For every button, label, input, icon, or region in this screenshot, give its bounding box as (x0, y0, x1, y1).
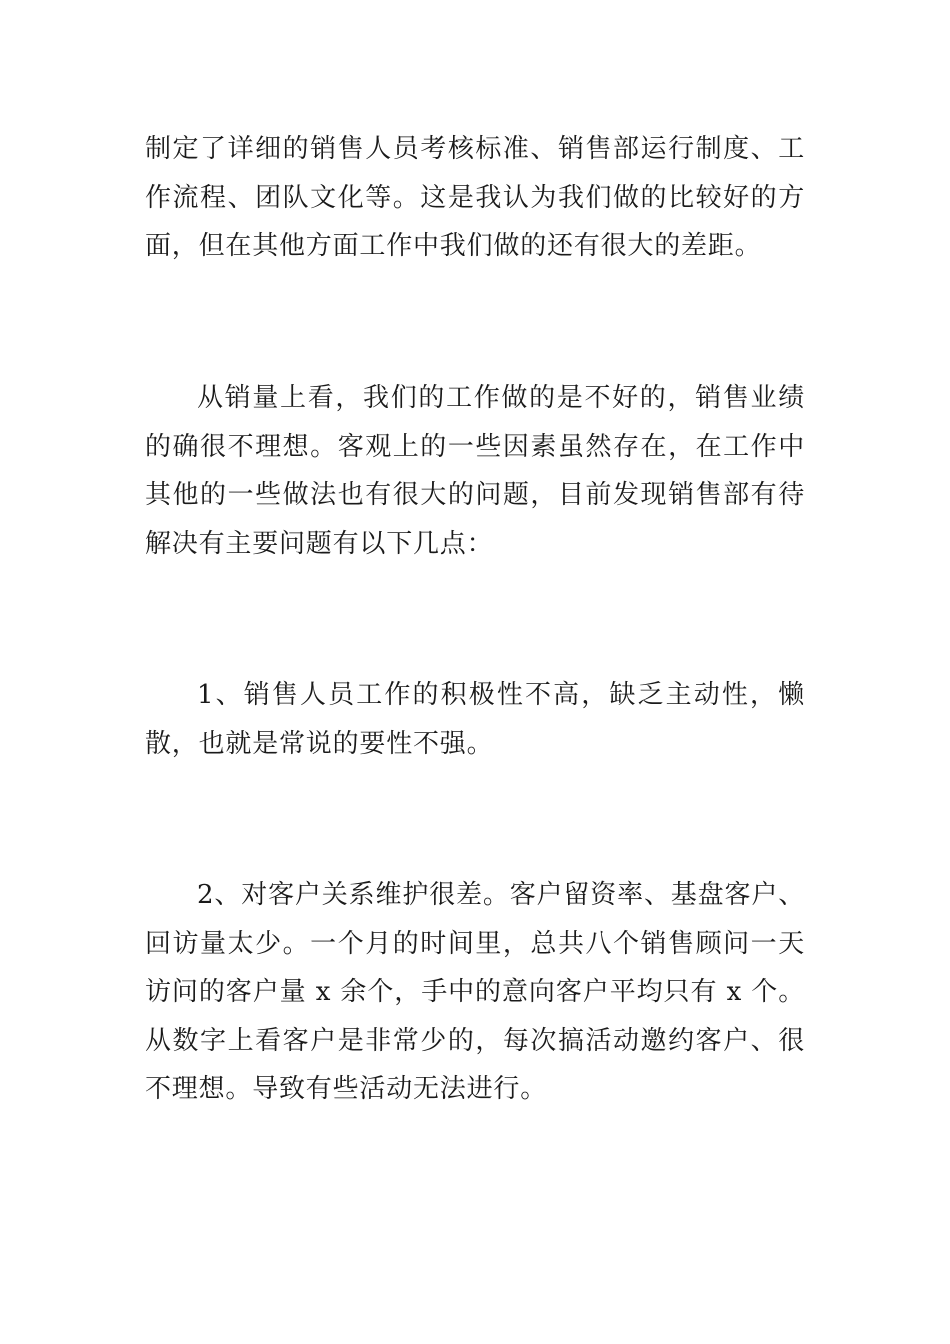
paragraph-issue-1: 1、销售人员工作的积极性不高，缺乏主动性，懒散，也就是常说的要性不强。 (145, 680, 805, 759)
paragraph-continuation: 制定了详细的销售人员考核标准、销售部运行制度、工作流程、团队文化等。这是我认为我们做的比较好的方面，但在其他方面工作中我们做的还有很大的差距。 (145, 134, 805, 261)
paragraph-issue-2: 2、对客户关系维护很差。客户留资率、基盘客户、回访量太少。一个月的时间里，总共八个销售顾问一天访问的客户量 x 余个，手中的意向客户平均只有 x 个。从数字上看客户是非常少的，每次搞活动邀约客户、很不理想。导致有些活动无法进行。 (145, 880, 805, 1104)
paragraph-sales-volume: 从销量上看，我们的工作做的是不好的，销售业绩的确很不理想。客观上的一些因素虽然存在，在工作中其他的一些做法也有很大的问题，目前发现销售部有待解决有主要问题有以下几点： (145, 383, 805, 559)
